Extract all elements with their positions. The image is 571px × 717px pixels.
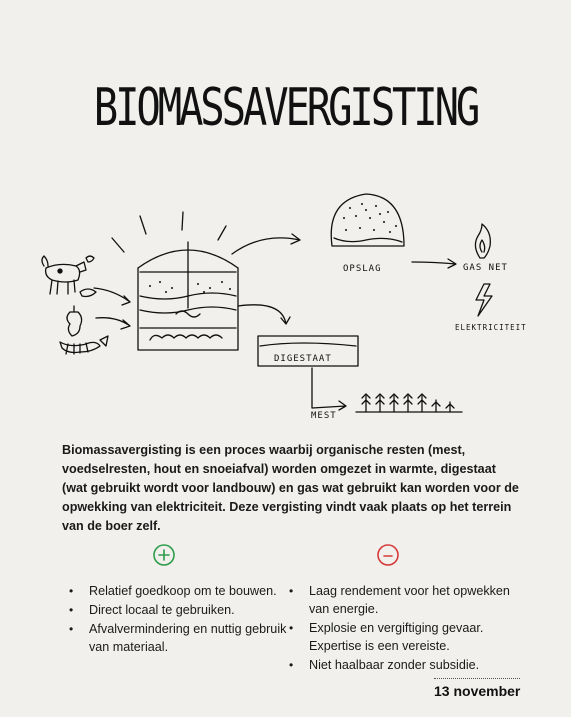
- list-item: • Relatief goedkoop om te bouwen.: [89, 582, 299, 600]
- cow-icon: [42, 256, 96, 297]
- list-item: • Laag rendement voor het opwekken van energie.: [309, 582, 519, 618]
- lightning-icon: [476, 284, 492, 316]
- elektriciteit-label: ELEKTRICITEIT: [455, 323, 527, 332]
- date-divider: [434, 678, 520, 679]
- plus-circle-icon: [152, 543, 176, 567]
- date-label: 13 november: [434, 683, 521, 699]
- arrow-digester-to-opslag: [232, 234, 300, 254]
- heat-rays-icon: [112, 212, 226, 252]
- crops-icon: [356, 394, 462, 412]
- pros-list: [89, 582, 299, 657]
- page-title: BIOMASSAVERGISTING: [93, 78, 478, 138]
- flame-icon: [475, 224, 490, 258]
- arrow-cow-to-digester: [94, 288, 130, 305]
- opslag-label: OPSLAG: [343, 264, 382, 274]
- arrow-digester-to-digestaat: [238, 305, 290, 324]
- gas-storage-icon: [331, 194, 404, 246]
- digester-icon: [138, 242, 238, 350]
- list-item: • Explosie en vergiftiging gevaar. Expertise is een vereiste.: [309, 619, 519, 655]
- description-text: Biomassavergisting is een proces waarbij organische resten (mest, voedselresten, hout en snoeiafval) worden omgezet in warmte, digestaat (wat gebruikt wordt voor landbouw) en gas wat gebruikt kan worden voor de opwekking van elektriciteit. Deze vergisting vindt vaak plaats op het terrein van de boer zelf.: [62, 443, 519, 533]
- list-item: • Afvalvermindering en nuttig gebruik van materiaal.: [89, 620, 299, 656]
- list-item: • Direct locaal te gebruiken.: [89, 601, 299, 619]
- arrow-digestaat-to-mest: [312, 368, 346, 410]
- gasnet-label: GAS NET: [463, 263, 508, 273]
- minus-circle-icon: [376, 543, 400, 567]
- digestaat-label: DIGESTAAT: [274, 354, 332, 364]
- arrow-opslag-to-gasnet: [412, 259, 456, 268]
- list-item: • Niet haalbaar zonder subsidie.: [309, 656, 519, 674]
- mest-label: MEST: [311, 411, 337, 421]
- food-waste-icon: [60, 306, 108, 354]
- arrow-waste-to-digester: [96, 318, 130, 329]
- cons-list: [309, 582, 519, 675]
